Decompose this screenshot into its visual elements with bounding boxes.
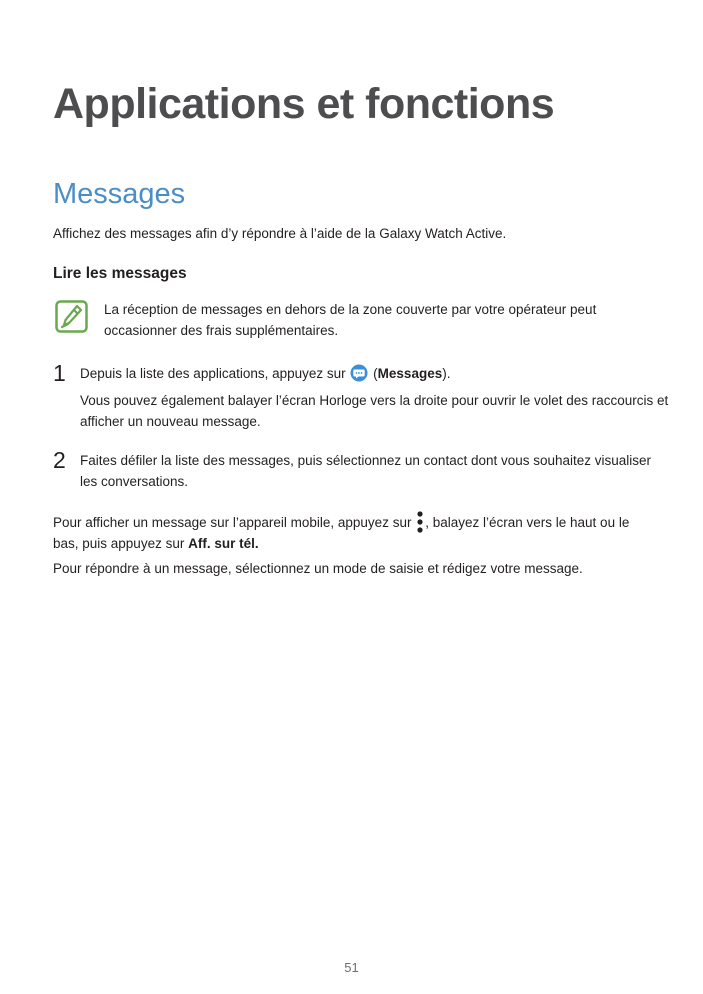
step-1-text: [80, 363, 670, 384]
note-icon: [55, 300, 88, 333]
paragraph-view-on-phone: [53, 511, 653, 554]
step-1-text-open: (: [369, 366, 378, 381]
page-number: 51: [344, 960, 359, 975]
paragraph-1-bold: Aff. sur tél.: [188, 536, 259, 551]
step-1-detail: Vous pouvez également balayer l’écran Horloge vers la droite pour ouvrir le volet des raccourcis et afficher un nouveau message.: [80, 393, 669, 429]
step-2-text: Faites défiler la liste des messages, puis sélectionnez un contact dont vous souhaitez visualiser les conversations.: [80, 453, 652, 489]
step-1-bold: Messages: [377, 366, 443, 381]
paragraph-reply: Pour répondre à un message, sélectionnez un mode de saisie et rédigez votre message.: [53, 561, 583, 576]
note-text: La réception de messages en dehors de la zone couverte par votre opérateur peut occasionner des frais supplémentaires.: [104, 302, 597, 338]
step-number-2: 2: [53, 447, 66, 473]
chapter-title: Applications et fonctions: [53, 80, 555, 128]
step-1-text-before: Depuis la liste des applications, appuyez sur: [80, 366, 346, 381]
more-options-icon: [416, 511, 424, 533]
step-1-text-close: ).: [442, 366, 451, 381]
paragraph-1-text-after: , balayez l’écran vers le haut ou le bas, puis appuyez sur: [53, 515, 630, 551]
messages-app-icon: [350, 364, 368, 382]
paragraph-1-text-before: Pour afficher un message sur l’appareil mobile, appuyez sur: [53, 515, 412, 530]
subsection-title: Lire les messages: [53, 265, 187, 282]
section-title: Messages: [53, 178, 186, 210]
step-number-1: 1: [53, 360, 66, 386]
intro-text: Affichez des messages afin d’y répondre à l’aide de la Galaxy Watch Active.: [53, 226, 507, 241]
